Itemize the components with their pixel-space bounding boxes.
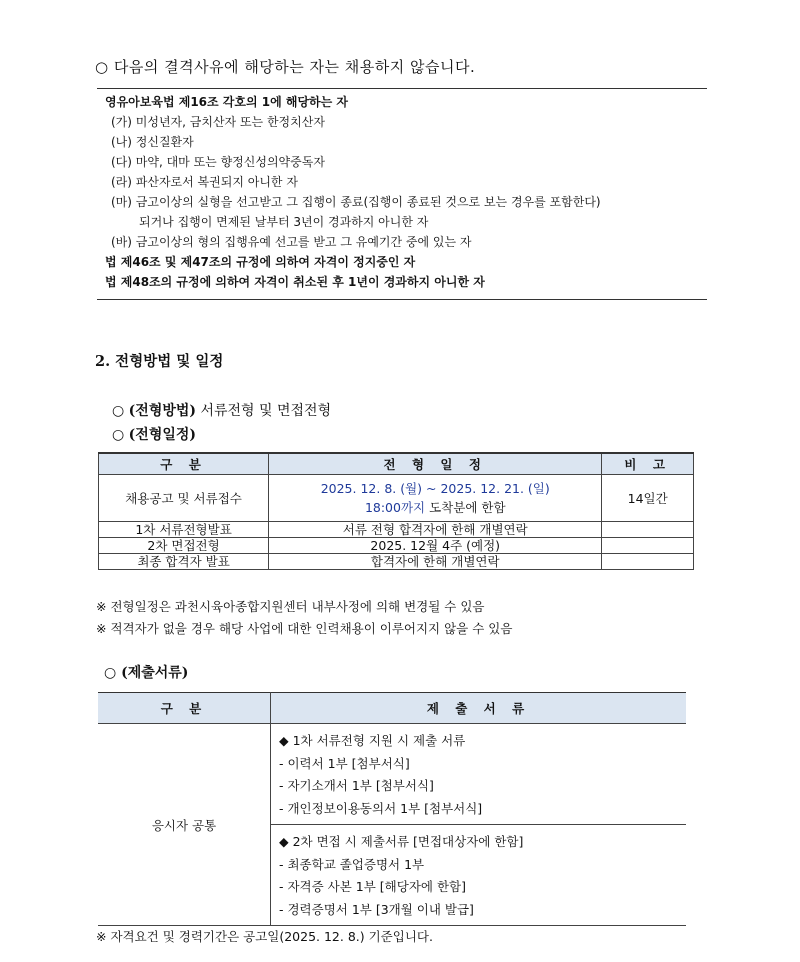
schedule-table <box>98 452 694 570</box>
header-note: 비 고 <box>602 453 694 475</box>
disqualification-item: (라) 파산자로서 복권되지 아니한 자 <box>111 175 298 189</box>
footer-note: ※ 자격요건 및 경력기간은 공고일(2025. 12. 8.) 기준입니다. <box>96 929 433 944</box>
section-title: 2. 전형방법 및 일정 <box>95 353 224 370</box>
intro-text: ○ 다음의 결격사유에 해당하는 자는 채용하지 않습니다. <box>95 58 476 76</box>
disqualification-item: (나) 정신질환자 <box>111 135 194 149</box>
row-name: 채용공고 및 서류접수 <box>99 475 269 522</box>
schedule-note: ※ 적격자가 없을 경우 해당 사업에 대한 인력채용이 이루어지지 않을 수 있음 <box>96 621 513 636</box>
group-title: ◆ 1차 서류전형 지원 시 제출 서류 <box>279 733 466 748</box>
row-note <box>602 538 694 554</box>
row-name: 2차 면접전형 <box>99 538 269 554</box>
disqualification-item: (바) 금고이상의 형의 집행유예 선고를 받고 그 유예기간 중에 있는 자 <box>111 235 472 249</box>
date-range: 2025. 12. 8. (월) ~ 2025. 12. 21. (일) <box>320 481 550 496</box>
document-item: - 자격증 사본 1부 [해당자에 한함] <box>279 879 466 894</box>
row-name: 1차 서류전형발표 <box>99 522 269 538</box>
table-row <box>99 522 694 538</box>
document-item: - 이력서 1부 [첨부서식] <box>279 755 410 771</box>
table-row <box>99 538 694 554</box>
documents-label: ○ (제출서류) <box>104 665 189 681</box>
schedule-line <box>112 424 196 444</box>
row-detail: 2025. 12월 4주 (예정) <box>269 538 602 554</box>
document-item: - 최종학교 졸업증명서 1부 <box>279 856 425 872</box>
method-label: (전형방법) <box>128 403 197 419</box>
method-text: 서류전형 및 면접전형 <box>200 403 332 419</box>
disqualification-box <box>97 88 707 300</box>
disqualification-item-continued: 되거나 집행이 면제된 날부터 3년이 경과하지 아니한 자 <box>139 215 429 229</box>
document-group-2 <box>271 825 687 926</box>
header-documents: 제 출 서 류 <box>271 693 687 724</box>
group-title: ◆ 2차 면접 시 제출서류 [면접대상자에 한함] <box>279 834 524 849</box>
deadline-suffix: 도착분에 한함 <box>425 500 506 515</box>
header-category: 구 분 <box>98 693 271 724</box>
method-line <box>112 400 331 420</box>
disqualification-item: (다) 마약, 대마 또는 향정신성의약중독자 <box>111 155 325 169</box>
row-detail <box>269 475 602 522</box>
document-item: - 개인정보이용동의서 1부 [첨부서식] <box>279 800 483 816</box>
documents-table <box>98 692 686 926</box>
table-row <box>98 724 686 825</box>
law48-item: 법 제48조의 규정에 의하여 자격이 취소된 후 1년이 경과하지 아니한 자 <box>105 275 485 289</box>
document-group-1 <box>271 724 687 825</box>
schedule-label: (전형일정) <box>128 427 197 443</box>
row-name: 최종 합격자 발표 <box>99 554 269 570</box>
time-line <box>269 500 601 515</box>
applicant-cell: 응시자 공통 <box>98 724 271 926</box>
header-category: 구 분 <box>99 453 269 475</box>
circle-bullet: ○ <box>112 427 129 443</box>
header-schedule: 전 형 일 정 <box>269 453 602 475</box>
row-note: 14일간 <box>602 475 694 522</box>
document-item: - 자기소개서 1부 [첨부서식] <box>279 778 434 793</box>
table-header-row <box>98 693 686 724</box>
row-detail: 서류 전형 합격자에 한해 개별연락 <box>269 522 602 538</box>
schedule-note: ※ 전형일정은 과천시육아종합지원센터 내부사정에 의해 변경될 수 있음 <box>96 599 485 614</box>
law46-item: 법 제46조 및 제47조의 규정에 의하여 자격이 정지중인 자 <box>105 255 416 269</box>
disqualification-item: (마) 금고이상의 실형을 선고받고 그 집행이 종료(집행이 종료된 것으로 보는 경우를 포함한다) <box>111 195 601 209</box>
disqualification-heading: 영유아보육법 제16조 각호의 1에 해당하는 자 <box>105 95 349 109</box>
document-item: - 경력증명서 1부 [3개월 이내 발급] <box>279 901 474 917</box>
table-header-row <box>99 453 694 475</box>
table-row <box>99 475 694 522</box>
row-note <box>602 522 694 538</box>
table-row <box>99 554 694 570</box>
deadline-time: 18:00까지 <box>364 500 426 515</box>
row-detail: 합격자에 한해 개별연락 <box>269 554 602 570</box>
row-note <box>602 554 694 570</box>
disqualification-item: (가) 미성년자, 금치산자 또는 한정치산자 <box>111 115 325 129</box>
circle-bullet: ○ <box>112 403 129 419</box>
